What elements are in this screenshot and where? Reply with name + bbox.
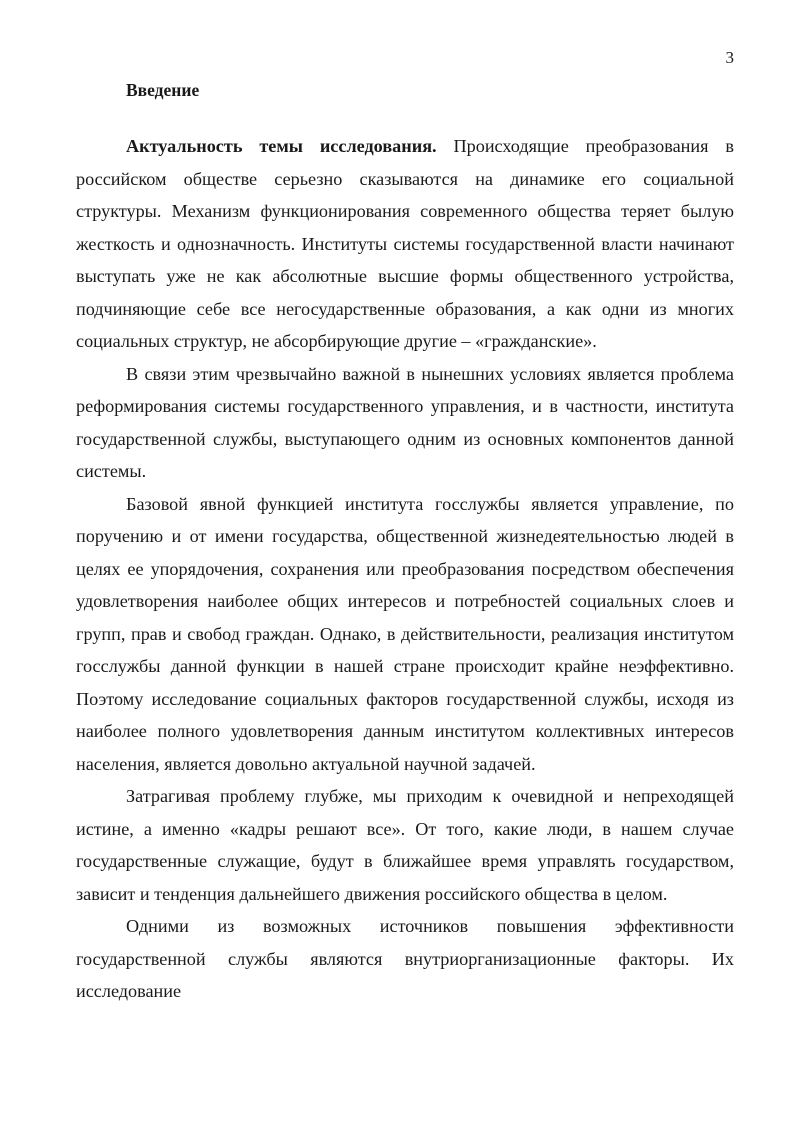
paragraph-factors: Одними из возможных источников повышения эффективности государственной службы являются внутриорганизационные факторы. Их исследование <box>76 916 734 1001</box>
paragraph-reform: В связи этим чрезвычайно важной в нынешних условиях является проблема реформирования системы государственного управления, и в частности, института государственной службы, выступающего одним из основных компонентов данной системы. <box>76 363 734 481</box>
paragraph-lead: Актуальность темы исследования. <box>126 136 437 156</box>
section-heading: Введение <box>126 80 200 100</box>
paragraph-text: Происходящие преобразования в российском обществе серьезно сказываются на динамике его социальной структуры. Механизм функционирования современного общества теряет былую жесткость и однозначность. Институты системы государственной власти начинают выступать уже не как абсолютные высшие формы общественного устройства, подчиняющие себе все негосударственные образования, а как одни из многих социальных структур, не абсорбирующие другие – «гражданские». <box>76 136 734 351</box>
paragraph-personnel: Затрагивая проблему глубже, мы приходим к очевидной и непреходящей истине, а именно «кадры решают все». От того, какие люди, в нашем случае государственные служащие, будут в ближайшее время управлять государством, зависит и тенденция дальнейшего движения российского общества в целом. <box>76 786 734 904</box>
page-number: 3 <box>725 48 734 67</box>
paragraph-relevance <box>76 130 734 358</box>
paragraph-function: Базовой явной функцией института госслужбы является управление, по поручению и от имени государства, общественной жизнедеятельностью людей в целях ее упорядочения, сохранения или преобразования посредством обеспечения удовлетворения наиболее общих интересов и потребностей социальных слоев и групп, прав и свобод граждан. Однако, в действительности, реализация институтом госслужбы данной функции в нашей стране происходит крайне неэффективно. Поэтому исследование социальных факторов государственной службы, исходя из наиболее полного удовлетворения данным институтом коллективных интересов населения, является довольно актуальной научной задачей. <box>76 493 734 774</box>
body-text <box>76 130 734 1008</box>
